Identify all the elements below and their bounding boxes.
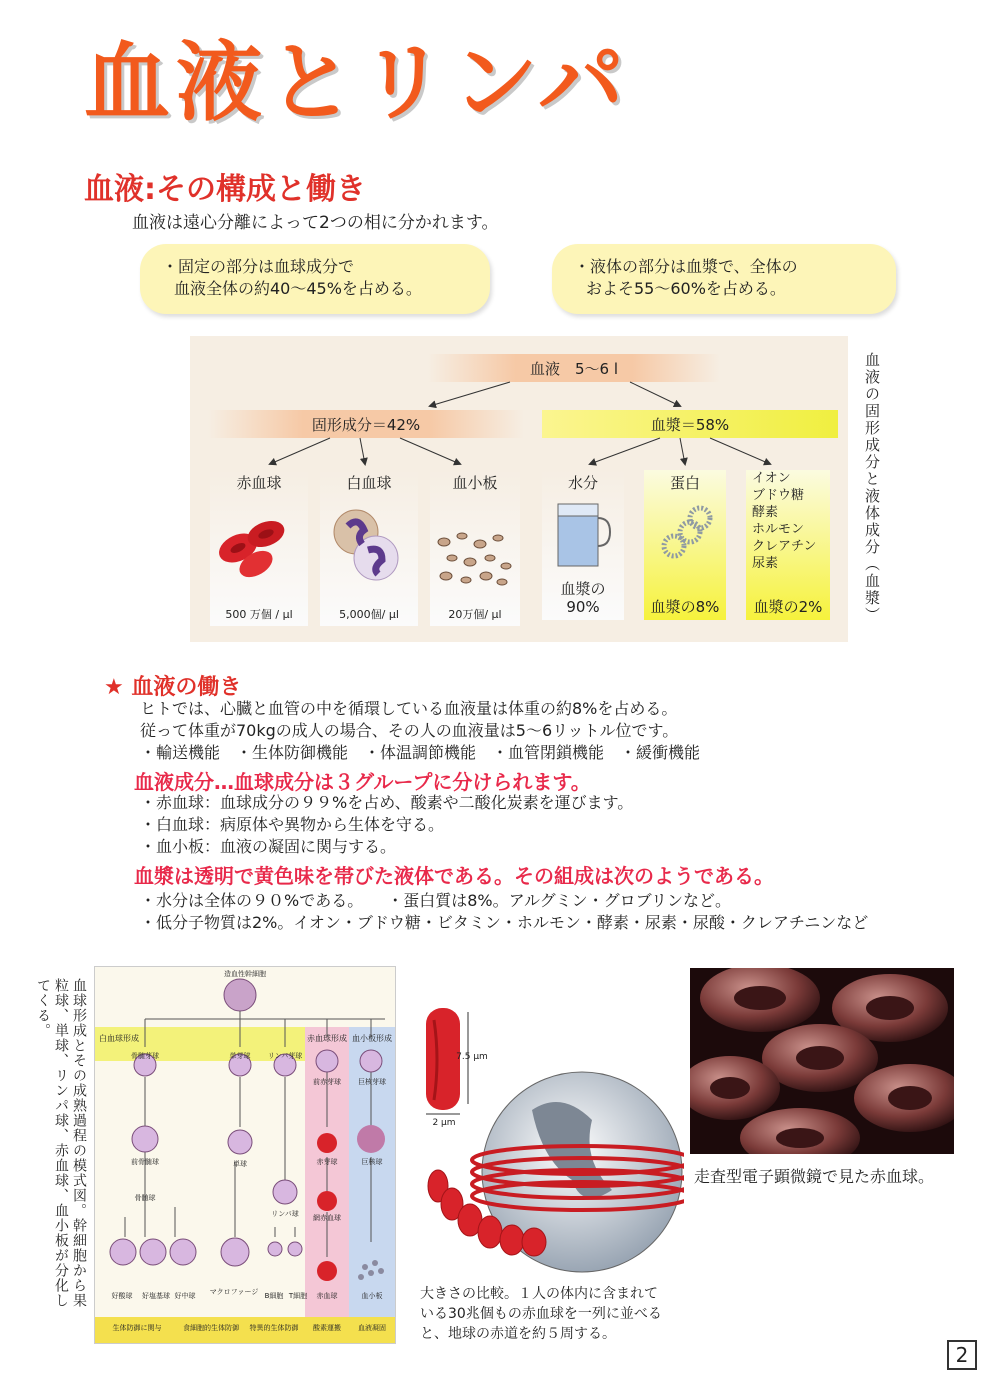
components-line: ・血小板：血液の凝固に関与する。 xyxy=(140,837,397,856)
hemato-footer: 特異的生体防御 xyxy=(249,1324,299,1332)
platelet-count: 20万個/ μl xyxy=(448,608,502,621)
hemato-label: リンパ芽球 xyxy=(267,1052,303,1060)
other-item: 酵素 xyxy=(752,505,779,520)
hemato-footer: 食細胞的生体防御 xyxy=(183,1324,239,1332)
hemato-label: 赤芽球 xyxy=(316,1158,338,1166)
rbc-label: 赤血球 xyxy=(236,474,282,492)
hematopoiesis-chart xyxy=(94,966,396,1344)
hemato-label: 巨核芽球 xyxy=(358,1078,386,1086)
photo-caption: 走査型電子顕微鏡で見た赤血球。 xyxy=(694,1167,935,1186)
water-percent: 血漿の90% xyxy=(560,580,606,616)
hemato-col-header: 白血球形成 xyxy=(99,1034,139,1043)
rbc-count: 500 万個 / μl xyxy=(225,608,293,621)
size-caption-line: と、地球の赤道を約５周する。 xyxy=(420,1326,616,1342)
hemato-label: 好酸球 xyxy=(111,1292,133,1300)
size-caption-line: 大きさの比較。１人の体内に含まれて xyxy=(420,1286,658,1302)
plasma-line: ・低分子物質は2%。イオン・ブドウ糖・ビタミン・ホルモン・酵素・尿素・尿酸・クレアチニンなど xyxy=(140,913,869,932)
solid-bubble-line1: ・固定の部分は血球成分で xyxy=(162,257,355,276)
hemato-label: 好塩基球 xyxy=(142,1292,170,1300)
plasma-heading: 血漿は透明で黄色味を帯びた液体である。その組成は次のようである。 xyxy=(134,864,774,888)
functions-line: ヒトでは、心臓と血管の中を循環している血液量は体重の約8%を占める。 xyxy=(140,699,678,718)
solid-bubble-line2: 血液全体の約40〜45%を占める。 xyxy=(174,279,422,298)
solid-component-label: 固形成分＝42% xyxy=(311,416,421,434)
page-title: 血液とリンパ xyxy=(84,33,630,133)
functions-heading: ★ 血液の働き xyxy=(104,675,242,700)
hemato-label: 巨核球 xyxy=(361,1158,383,1166)
intro-text: 血液は遠心分離によって2つの相に分かれます。 xyxy=(132,213,499,233)
plasma-line: ・水分は全体の９０%である。 ・蛋白質は8%。アルグミン・グロブリンなど。 xyxy=(140,891,731,910)
page-number: 2 xyxy=(947,1340,977,1370)
plasma-component-label: 血漿＝58% xyxy=(650,416,730,434)
other-item: 尿素 xyxy=(752,556,779,571)
hemato-label: 前骨髄球 xyxy=(131,1158,159,1166)
hemato-footer: 血液凝固 xyxy=(358,1324,386,1332)
section-heading: 血液:その構成と働き xyxy=(84,172,366,207)
hemato-label: 血小板 xyxy=(361,1292,383,1300)
hemato-label: 骨髄球 xyxy=(134,1194,156,1202)
protein-percent: 血漿の8% xyxy=(650,598,720,616)
liquid-bubble xyxy=(552,244,896,314)
hemato-label: 前赤芽球 xyxy=(313,1078,341,1086)
components-line: ・白血球：病原体や異物から生体を守る。 xyxy=(140,815,445,834)
protein-label: 蛋白 xyxy=(669,474,700,492)
hemato-label: リンパ球 xyxy=(271,1210,299,1218)
hemato-col-header: 赤血球形成 xyxy=(307,1034,347,1043)
size-caption-line: いる30兆個もの赤血球を一列に並べる xyxy=(420,1306,662,1322)
other-item: ホルモン xyxy=(752,522,805,537)
hemato-label: B細胞 xyxy=(264,1292,284,1300)
wbc-count: 5,000個/ μl xyxy=(339,608,399,621)
functions-line: 従って体重が70kgの成人の場合、その人の血液量は5〜6リットル位です。 xyxy=(140,721,679,740)
other-percent: 血漿の2% xyxy=(753,598,823,616)
hemato-col-header: 血小板形成 xyxy=(352,1034,392,1043)
platelet-label: 血小板 xyxy=(452,474,498,492)
rbc-thickness: 2 μm xyxy=(432,1118,456,1128)
hemato-label: 赤血球 xyxy=(316,1292,338,1300)
diagram-side-caption: 血液の固形成分と液体成分（血漿） xyxy=(863,352,881,624)
size-comparison-figure xyxy=(412,990,684,1276)
hemato-label: 単球 xyxy=(233,1160,247,1168)
other-item: クレアチン xyxy=(752,539,817,554)
hemato-label: 骨髄芽球 xyxy=(131,1052,159,1060)
hemato-caption: 血球形成とその成熟過程の模式図。幹細胞から果粒球、単球、リンパ球、赤血球、血小板が分化してくる。 xyxy=(35,978,87,1308)
globe-graphic xyxy=(412,990,684,1276)
size-caption xyxy=(420,1284,690,1344)
hemato-label: 単芽球 xyxy=(229,1052,251,1060)
sem-rbc-image xyxy=(690,968,954,1154)
other-item: イオン xyxy=(752,471,791,486)
water-label: 水分 xyxy=(567,474,598,492)
sem-photo xyxy=(690,968,954,1154)
other-list xyxy=(752,470,832,572)
liquid-bubble-line1: ・液体の部分は血漿で、全体の xyxy=(574,257,798,276)
hemato-label: 網赤血球 xyxy=(313,1214,341,1222)
rbc-diameter: 7.5 μm xyxy=(456,1052,488,1062)
hemato-root-label: 造血性幹細胞 xyxy=(224,970,266,978)
hemato-label: T細胞 xyxy=(288,1292,308,1300)
components-heading: 血液成分…血球成分は３グループに分けられます。 xyxy=(134,770,591,794)
composition-diagram xyxy=(190,336,848,642)
functions-line: ・輸送機能 ・生体防御機能 ・体温調節機能 ・血管閉鎖機能 ・緩衝機能 xyxy=(140,743,701,762)
hemato-label: マクロファージ xyxy=(209,1288,259,1296)
hemato-label: 好中球 xyxy=(174,1292,196,1300)
hemato-footer: 生体防御に関与 xyxy=(112,1324,162,1332)
components-line: ・赤血球：血球成分の９９%を占め、酸素や二酸化炭素を運びます。 xyxy=(140,793,634,812)
liquid-bubble-line2: およそ55〜60%を占める。 xyxy=(586,279,786,298)
other-item: ブドウ糖 xyxy=(752,488,805,503)
blood-total-label: 血液 5〜6 l xyxy=(529,360,619,378)
hemato-footer: 酸素運搬 xyxy=(313,1324,341,1332)
wbc-label: 白血球 xyxy=(346,474,392,492)
solid-bubble xyxy=(140,244,490,314)
